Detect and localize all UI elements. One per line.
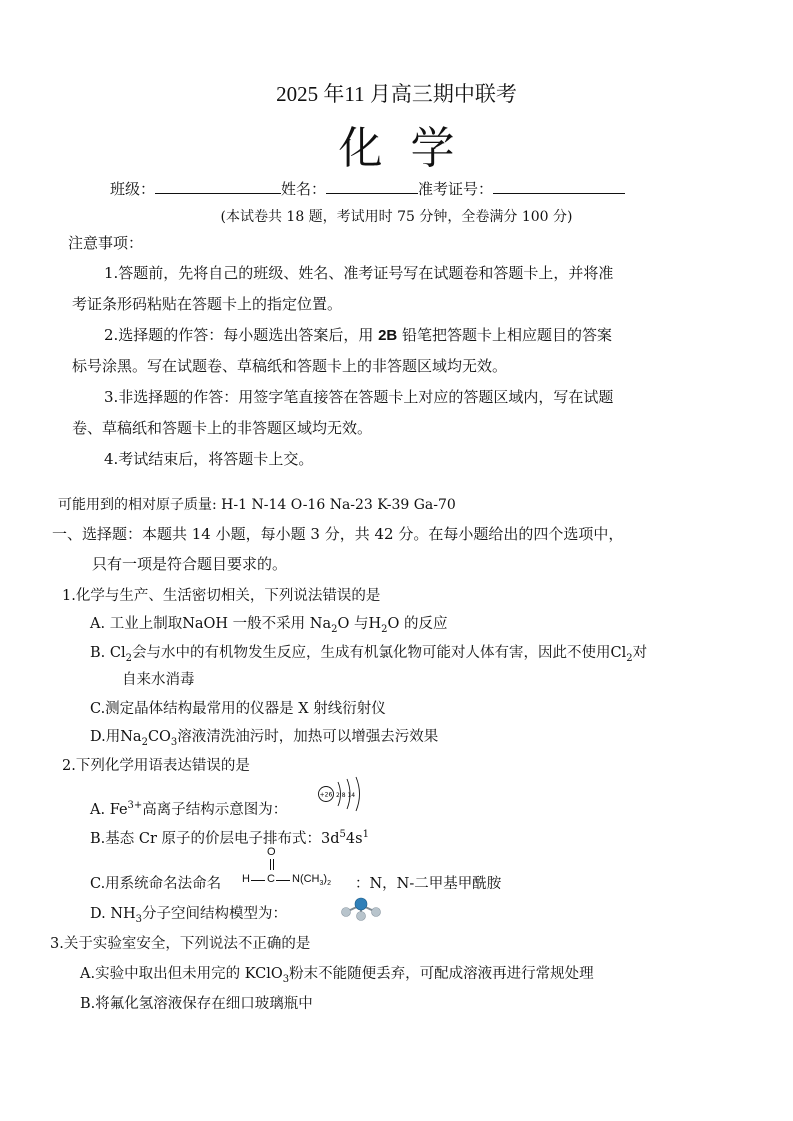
section1-line1: 一、选择题：本题共 14 小题，每小题 3 分，共 42 分。在每小题给出的四个选项中，	[52, 525, 624, 543]
student-info-row	[110, 178, 625, 199]
q3-stem: 3.关于实验室安全，下列说法不正确的是	[50, 936, 311, 952]
q3-option-a: A.实验中取出但未用完的 KClO$_3$粉末不能随便丢弃，可配成溶液再进行常规处理	[80, 966, 594, 985]
class-blank[interactable]	[155, 179, 281, 194]
q1-option-b: B. $Cl_2$会与水中的有机物发生反应，生成有机氯化物可能对人体有害，因此不使用$Cl_2$对	[90, 645, 648, 664]
q1-stem: 1.化学与生产、生活密切相关，下列说法错误的是	[62, 588, 381, 604]
notice-2-line1: 2.选择题的作答：每小题选出答案后，用 2B 铅笔把答题卡上相应题目的答案	[104, 326, 613, 344]
q2-option-c-answer: ：N，N-二甲基甲酰胺	[355, 876, 502, 892]
notice-4-line1: 4.考试结束后，将答题卡上交。	[104, 450, 314, 468]
class-label: 班级：	[110, 180, 156, 198]
q1-option-b-line2: 自来水消毒	[122, 672, 195, 688]
notice-heading: 注意事项：	[68, 234, 144, 252]
dmf-structural-formula: O H C $N(CH_3)_2$	[242, 846, 331, 888]
fe-shell-electrons: 2 8 14	[336, 792, 356, 799]
subject-title: 化学	[338, 123, 483, 174]
q2-stem: 2.下列化学用语表达错误的是	[62, 758, 250, 774]
q3-option-b: B.将氟化氢溶液保存在细口玻璃瓶中	[80, 996, 313, 1012]
notice-1-line2: 考证条形码粘贴在答题卡上的指定位置。	[72, 295, 343, 313]
fe-ion-structure-diagram	[316, 774, 368, 814]
pencil-grade: 2B	[378, 327, 398, 344]
name-label: 姓名：	[281, 180, 327, 198]
notice-3-line1: 3.非选择题的作答：用签字笔直接答在答题卡上对应的答题区域内，写在试题	[104, 388, 614, 406]
q2-option-b: B.基态 Cr 原子的价层电子排布式：$3d^54s^1$	[90, 829, 369, 847]
notice-3-line2: 卷、草稿纸和答题卡上的非答题区域均无效。	[72, 419, 373, 437]
q2-option-a: A. $Fe^{3+}$高离子结构示意图为：	[90, 800, 288, 818]
nh3-ball-model-icon	[338, 896, 384, 922]
q1-option-d: D.用$Na_2CO_3$溶液清洗油污时，加热可以增强去污效果	[90, 729, 439, 748]
exam-info: (本试卷共 18 题，考试用时 75 分钟，全卷满分 100 分)	[220, 209, 573, 225]
notice-2-line2: 标号涂黑。写在试题卷、草稿纸和答题卡上的非答题区域均无效。	[72, 357, 508, 375]
q1-option-a: A. 工业上制取NaOH 一般不采用 $Na_2O$ 与$H_2O$ 的反应	[90, 616, 448, 635]
id-blank[interactable]	[493, 179, 625, 194]
notice-1-line1: 1.答题前，先将自己的班级、姓名、准考证号写在试题卷和答题卡上，并将准	[104, 264, 614, 282]
q2-option-c: C.用系统命名法命名	[90, 876, 222, 892]
exam-title: 2025 年11 月高三期中联考	[276, 82, 517, 106]
atomic-masses: 可能用到的相对原子质量: H-1 N-14 O-16 Na-23 K-39 Ga-70	[58, 497, 456, 513]
section1-line2: 只有一项是符合题目要求的。	[92, 555, 288, 573]
q1-option-c: C.测定晶体结构最常用的仪器是 X 射线衍射仪	[90, 701, 386, 717]
name-blank[interactable]	[326, 179, 418, 194]
q2-option-d: D. $NH_3$分子空间结构模型为：	[90, 906, 288, 925]
fe-nucleus-label: +26	[319, 791, 333, 799]
id-label: 准考证号：	[418, 180, 494, 198]
